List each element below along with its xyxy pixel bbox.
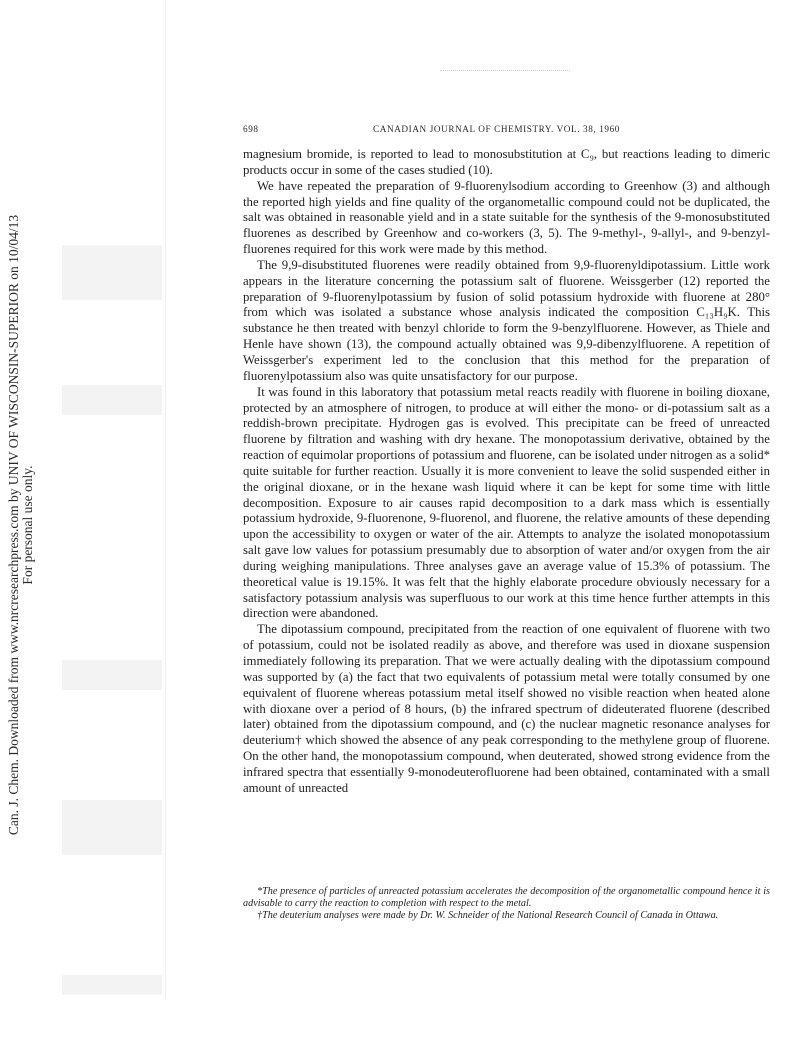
- paragraph: We have repeated the preparation of 9-fluorenylsodium according to Greenhow (3) and although the reported high yields and fine quality of the organometallic compound could not be duplicated, the salt was obtained in reasonable yield and in a state suitable for the synthesis of the 9-monosubstituted fluorenes as described by Greenhow and co-workers (3, 5). The 9-methyl-, 9-allyl-, and 9-benzyl-fluorenes required for this work were made by this method.: [243, 178, 770, 257]
- download-notice: [7, 215, 35, 835]
- paragraph: The 9,9-disubstituted fluorenes were readily obtained from 9,9-fluorenyldipotassium. Little work appears in the literature concerning the potassium salt of fluorene. Weissgerber (12) reported the preparation of 9-fluorenylpotassium by fusion of solid potassium hydroxide with fluorene at 280° from which was isolated a substance whose analysis indicated the composition C₁₃H₉K. This substance he then treated with benzyl chloride to form the 9-benzylfluorene. However, as Thiele and Henle have shown (13), the compound actually obtained was 9,9-dibenzylfluorene. A repetition of Weissgerber's experiment led to the conclusion that this method for the preparation of fluorenylpotassium also was quite unsatisfactory for our purpose.: [243, 257, 770, 383]
- running-header: [243, 124, 770, 140]
- download-notice-line2: For personal use only.: [20, 465, 35, 585]
- scan-dots: [440, 70, 570, 74]
- footnote: *The presence of particles of unreacted potassium accelerates the decomposition of the organometallic compound hence it is advisable to carry the reaction to completion with respect to the metal.: [243, 886, 770, 909]
- page-number: 698: [243, 124, 259, 134]
- scan-artifact: [62, 245, 162, 300]
- paragraph: The dipotassium compound, precipitated from the reaction of one equivalent of fluorene with two of potassium, could not be isolated readily as above, and therefore was used in dioxane suspension immediately following its preparation. That we were actually dealing with the dipotassium compound was supported by (a) the fact that two equivalents of potassium metal were totally consumed by one equivalent of fluorene whereas potassium metal itself showed no visible reaction when heated alone with dioxane over a period of 8 hours, (b) the infrared spectrum of dideuterated fluorene (described later) obtained from the dipotassium compound, and (c) the nuclear magnetic resonance analyses for deuterium† which showed the absence of any peak corresponding to the methylene group of fluorene. On the other hand, the monopotassium compound, when deuterated, showed strong evidence from the infrared spectra that essentially 9-monodeuterofluorene had been obtained, contaminated with a small amount of unreacted: [243, 622, 770, 795]
- footnote: †The deuterium analyses were made by Dr. W. Schneider of the National Research Council of Canada in Ottawa.: [257, 910, 719, 921]
- download-notice-sidebar: [0, 0, 42, 1051]
- footnotes: [243, 886, 770, 922]
- paragraph: It was found in this laboratory that potassium metal reacts readily with fluorene in boiling dioxane, protected by an atmosphere of nitrogen, to produce at will either the mono- or di-potassium salt as a reddish-brown precipitate. Hydrogen gas is evolved. This precipitate can be freed of unreacted fluorene by filtration and washing with dry hexane. The monopotassium derivative, obtained by the reaction of equimolar proportions of potassium and fluorene, can be isolated under nitrogen as a solid* quite suitable for further reaction. Usually it is more convenient to leave the solid suspended either in the original dioxane, or in the hexane wash liquid where it can be kept for some time with little decomposition. Exposure to air causes rapid decomposition to a dark mass which is essentially potassium hydroxide, 9-fluorenone, 9-fluorenol, and fluorene, the relative amounts of these depending upon the accessibility to oxygen or water of the air. Attempts to analyze the isolated monopotassium salt gave low values for potassium presumably due to absorption of water and/or oxygen from the air during weighing manipulations. Three analyses gave an average value of 15.3% of potassium. The theoretical value is 19.15%. It was felt that the highly elaborate procedure obviously necessary for a satisfactory potassium analysis was superfluous to our work at this time hence further attempts in this direction were abandoned.: [243, 384, 770, 621]
- page-edge-shadow: [165, 0, 166, 1000]
- paragraph: magnesium bromide, is reported to lead to monosubstitution at C₉, but reactions leading to dimeric products occur in some of the cases studied (10).: [243, 147, 770, 177]
- scan-artifact: [62, 975, 162, 995]
- scan-artifact: [62, 800, 162, 855]
- scan-artifact: [62, 385, 162, 415]
- scan-artifact: [62, 660, 162, 690]
- article-body: [243, 147, 770, 797]
- journal-title: CANADIAN JOURNAL OF CHEMISTRY. VOL. 38, 1960: [373, 124, 620, 134]
- download-notice-line1: Can. J. Chem. Downloaded from www.nrcresearchpress.com by UNIV OF WISCONSIN-SUPERIOR on 10/04/13: [6, 214, 21, 836]
